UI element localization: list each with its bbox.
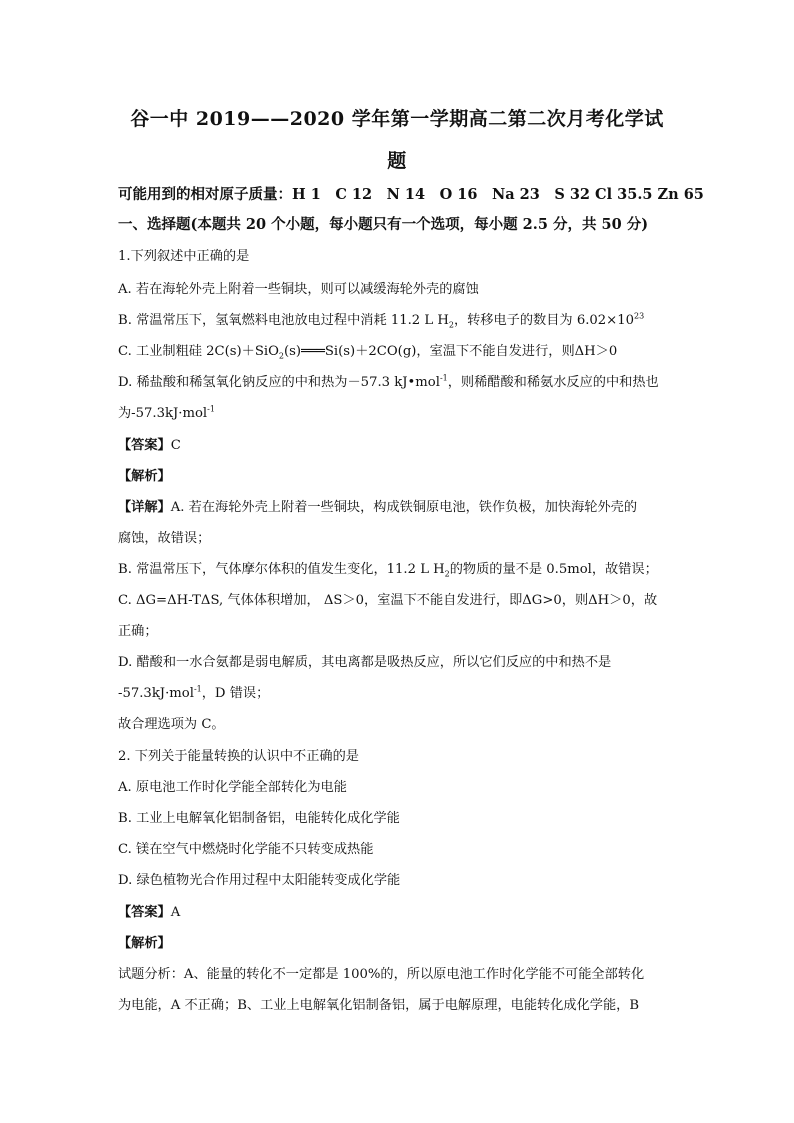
option-d-line2-text: 为-57.3kJ·mol — [118, 406, 208, 421]
question-2-analysis-line2: 为电能，A 不正确；B、工业上电解氧化铝制备铝，属于电解原理，电能转化成化学能，B — [118, 998, 640, 1013]
option-b-subscript: 2 — [448, 320, 454, 330]
option-d-line2-superscript: -1 — [207, 404, 215, 414]
question-2-analysis-line1: 试题分析：A、能量的转化不一定都是 100%的，所以原电池工作时化学能不可能全部转化 — [118, 967, 645, 982]
detail-d-text-post: ，D 错误； — [201, 686, 270, 701]
question-1-detail-c-line1: C. ΔG=ΔH-TΔS, 气体体积增加， ΔS＞0，室温下不能自发进行，即ΔG>0，则ΔH＞0，故 — [118, 593, 658, 608]
option-d-text: D. 稀盐酸和稀氢氧化钠反应的中和热为－57.3 kJ•mol — [118, 375, 440, 390]
atomic-masses: 可能用到的相对原子质量：H 1 C 12 N 14 O 16 Na 23 S 32 Cl 35.5 Zn 65 — [118, 186, 704, 203]
option-c-text: C. 工业制粗硅 2C(s)＋SiO — [118, 344, 279, 359]
question-1-conclusion: 故合理选项为 C。 — [118, 717, 225, 732]
exam-title-line2: 题 — [387, 150, 407, 172]
detail-b-subscript: 2 — [444, 569, 450, 579]
question-1-answer — [118, 437, 678, 455]
question-1-detail-a-line2: 腐蚀，故错误； — [118, 531, 211, 546]
exam-title-line1: 谷一中 2019——2020 学年第一学期高二第二次月考化学试 — [130, 108, 664, 130]
option-c-text-post: (s)═══Si(s)＋2CO(g)，室温下不能自发进行，则ΔH＞0 — [284, 344, 618, 359]
question-1-option-c — [118, 343, 678, 361]
question-1-option-a: A. 若在海轮外壳上附着一些铜块，则可以减缓海轮外壳的腐蚀 — [118, 282, 479, 297]
section-heading: 一、选择题(本题共 20 个小题，每小题只有一个选项，每小题 2.5 分，共 50 分) — [118, 216, 649, 233]
question-2-option-c: C. 镁在空气中燃烧时化学能不只转变成热能 — [118, 842, 374, 857]
detail-b-text-post: 的物质的量不是 0.5mol，故错误； — [449, 562, 658, 577]
question-1-option-d-line1 — [118, 374, 678, 392]
answer-label: 【答案】 — [118, 905, 171, 920]
question-1-analysis-label: 【解析】 — [118, 469, 171, 484]
question-1-detail-b — [118, 561, 678, 579]
question-1-detail-d-line2 — [118, 685, 678, 703]
detail-label: 【详解】 — [118, 500, 171, 515]
question-1-detail-d-line1: D. 醋酸和一水合氨都是弱电解质，其电离都是吸热反应，所以它们反应的中和热不是 — [118, 655, 612, 670]
question-2-option-b: B. 工业上电解氧化铝制备铝，电能转化成化学能 — [118, 811, 400, 826]
question-1-detail-a-line1 — [118, 499, 678, 517]
detail-a-text: A. 若在海轮外壳上附着一些铜块，构成铁铜原电池，铁作负极，加快海轮外壳的 — [170, 500, 638, 515]
answer-value: C — [170, 438, 181, 453]
question-2-answer — [118, 904, 678, 922]
detail-d-superscript: -1 — [193, 684, 202, 694]
answer-label: 【答案】 — [118, 438, 171, 453]
option-d-text-post: ，则稀醋酸和稀氨水反应的中和热也 — [447, 375, 659, 390]
option-d-superscript: -1 — [439, 373, 448, 383]
option-c-subscript: 2 — [278, 351, 285, 361]
detail-d-text: -57.3kJ·mol — [118, 686, 194, 701]
option-b-text-mid: ，转移电子的数目为 6.02×10 — [453, 313, 635, 328]
option-b-superscript: 23 — [634, 311, 645, 321]
question-2-stem: 2. 下列关于能量转换的认识中不正确的是 — [118, 749, 359, 764]
answer-value: A — [170, 905, 181, 920]
question-1-detail-c-line2: 正确； — [118, 624, 158, 639]
option-b-text: B. 常温常压下，氢氧燃料电池放电过程中消耗 11.2 L H — [118, 313, 449, 328]
question-2-analysis-label: 【解析】 — [118, 936, 171, 951]
detail-b-text: B. 常温常压下，气体摩尔体积的值发生变化，11.2 L H — [118, 562, 445, 577]
question-2-option-a: A. 原电池工作时化学能全部转化为电能 — [118, 780, 347, 795]
question-1-option-b — [118, 312, 678, 330]
question-2-option-d: D. 绿色植物光合作用过程中太阳能转变成化学能 — [118, 873, 401, 888]
question-1-option-d-line2 — [118, 405, 678, 423]
question-1-stem: 1.下列叙述中正确的是 — [118, 249, 250, 264]
